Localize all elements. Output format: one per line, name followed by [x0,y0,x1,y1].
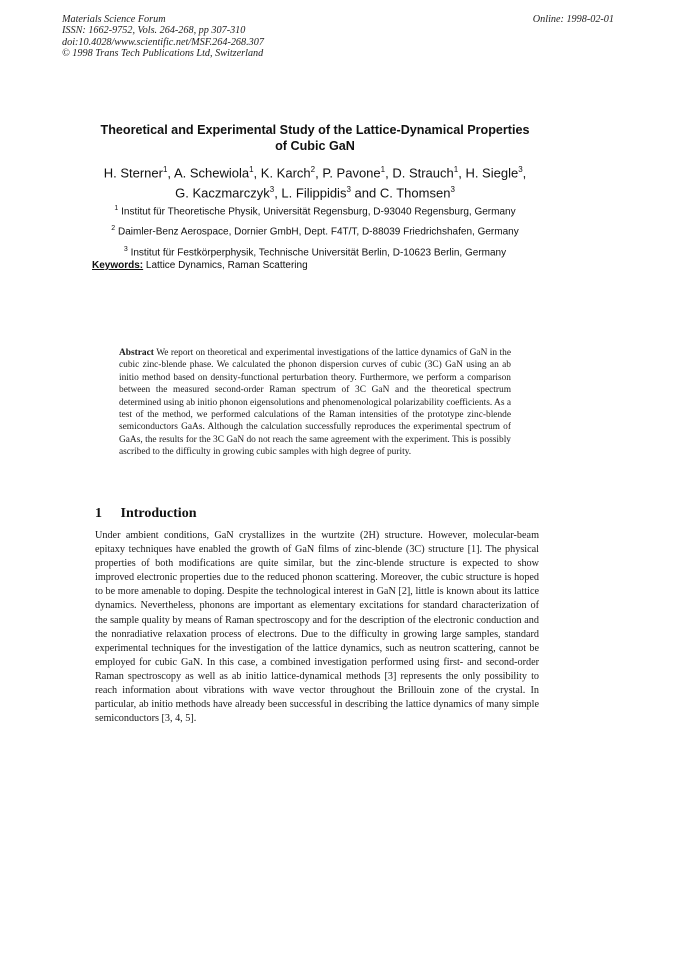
affiliation-text: Daimler-Benz Aerospace, Dornier GmbH, Dept. F4T/T, D-88039 Friedrichshafen, Germany [117,226,519,238]
title-line-2: of Cubic GaN [275,139,355,153]
affiliation-number: 3 [123,245,128,253]
affiliation-text: Institut für Festkörperphysik, Technische Universität Berlin, D-10623 Berlin, Germany [130,246,507,258]
author-affiliation-mark: 2 [310,165,316,174]
author-affiliation-mark: 3 [450,185,455,195]
keywords-label: Keywords: [92,260,144,271]
author-name: C. Thomsen [379,185,451,201]
author-name: A. Schewiola [173,165,250,181]
author-name: D. Strauch [392,165,454,181]
affiliation-text: Institut für Theoretische Physik, Universität Regensburg, D-93040 Regensburg, Germany [121,206,516,218]
keywords [92,260,308,271]
journal-doi: doi:10.4028/www.scientific.net/MSF.264-268.307 [62,36,264,48]
affiliation-item [80,241,550,261]
journal-issn: ISSN: 1662-9752, Vols. 264-268, pp 307-310 [62,25,246,37]
author-affiliation-mark: 1 [380,165,386,174]
author-name: P. Pavone [322,165,381,181]
introduction-paragraph: Under ambient conditions, GaN crystallizes in the wurtzite (2H) structure. However, molecular-beam epitaxy techniques have enabled the growth of GaN films of zinc-blende (3C) structure [1]. The physical properties of both modifications are quite similar, but the zinc-blende structure is expected to show improved electronic properties due to the reduced phonon scattering. Moreover, the cubic structure is hoped to be more amenable to doping. Despite the technological interest in GaN [2], little is known about its lattice dynamics. Nevertheless, phonons are important as elementary excitations for standard characterization of the sample quality by means of Raman spectroscopy and for the description of the electronic conduction and the nonradiative relaxation process of electrons. Due to the difficulty in growing large samples, standard experimental techniques for the investigation of the lattice dynamics, such as neutron scattering, cannot be employed for cubic GaN. In this case, a combined investigation performed using first- and second-order Raman spectroscopy as well as ab initio lattice-dynamical methods [3] represents the only possibility to reach information about vibrations with wave vector throughout the Brillouin zone of the crystal. In particular, ab initio methods have already been successful in describing the lattice dynamics of many simple semiconductors [3, 4, 5]. [95,530,539,725]
section-title: Introduction [120,506,197,521]
journal-copyright: © 1998 Trans Tech Publications Ltd, Switzerland [62,48,264,60]
author-name: K. Karch [260,165,311,181]
author-affiliation-mark: 1 [162,165,168,174]
abstract [119,347,511,459]
section-number: 1 [95,506,102,521]
author-list [80,161,550,202]
keywords-text: Lattice Dynamics, Raman Scattering [145,260,308,271]
journal-name: Materials Science Forum [62,14,166,25]
affiliation-item [80,220,550,240]
journal-header [62,14,264,60]
abstract-text: We report on theoretical and experimental investigations of the lattice dynamics of GaN in the cubic zinc-blende phase. We calculated the phonon dispersion curves of cubic (3C) GaN using an ab initio method based on density-functional perturbation theory. Furthermore, we perform a comparison between the measured second-order Raman spectrum of 3C GaN and the theoretical spectrum determined using ab initio phonon eigensolutions and phenomenological polarizability coefficients. As a test of the method, we performed calculations of the Raman intensities of the prototype zinc-blende semiconductors GaAs. Although the calculation successfully reproduces the experimental spectrum of GaAs, the results for the 3C GaN do not reach the same agreement with the experiment. This is possibly ascribed to the difficulty in growing cubic samples with high degree of purity. [119,348,511,458]
title-line-1: Theoretical and Experimental Study of the Lattice-Dynamical Properties [100,123,530,137]
section-heading [95,506,196,522]
author-affiliation-mark: 1 [249,165,254,174]
author-name: H. Sterner [103,165,163,181]
author-affiliation-mark: 3 [518,165,523,174]
authors-conjunction: and [354,185,377,201]
author-name: H. Siegle [465,165,519,181]
abstract-label: Abstract [119,348,154,358]
author-name: L. Filippidis [281,185,347,201]
author-line-1: H. Sterner$^1$, A. Schewiola$^1$, K. Karch$^2$, P. Pavone$^1$, D. Strauch$^1$, H. Siegle$^3$, [103,165,527,181]
author-affiliation-mark: 1 [453,165,459,174]
affiliation-number: 2 [111,225,116,233]
author-name: G. Kaczmarczyk [175,185,270,201]
online-date: Online: 1998-02-01 [532,14,614,25]
author-affiliation-mark: 3 [346,185,351,195]
author-line-2: G. Kaczmarczyk$^3$, L. Filippidis$^3$ and C. Thomsen$^3$ [175,185,455,201]
affiliation-item [80,200,550,220]
affiliation-list [80,200,550,261]
author-affiliation-mark: 3 [269,185,275,195]
paper-title [80,122,550,154]
affiliation-number: 1 [114,205,119,212]
